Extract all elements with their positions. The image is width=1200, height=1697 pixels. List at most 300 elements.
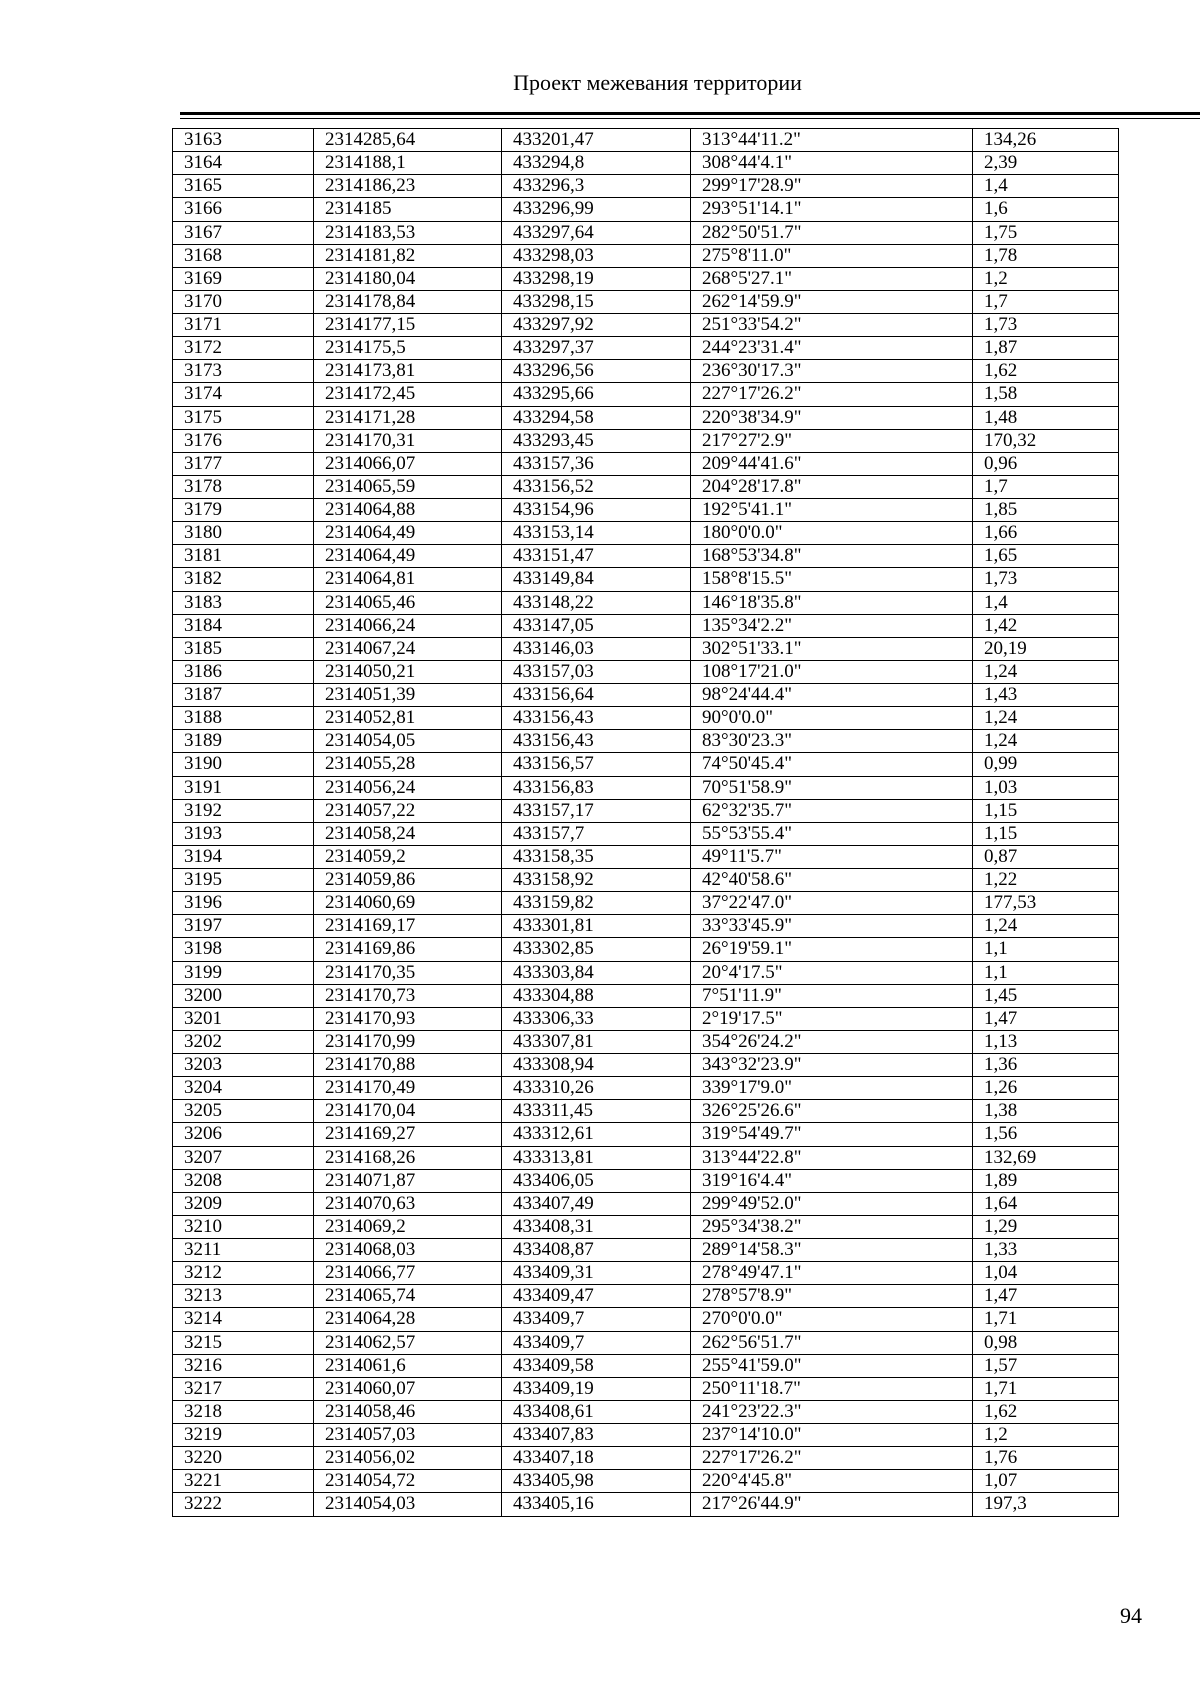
length-cell: 1,24 [973, 707, 1119, 730]
length-cell: 1,47 [973, 1285, 1119, 1308]
table-row [173, 568, 1119, 591]
table-row [173, 452, 1119, 475]
x-coordinate-cell: 2314169,86 [314, 938, 502, 961]
table-row [173, 545, 1119, 568]
direction-angle-cell: 74°50'45.4" [691, 753, 973, 776]
length-cell: 1,26 [973, 1077, 1119, 1100]
length-cell: 1,24 [973, 915, 1119, 938]
x-coordinate-cell: 2314051,39 [314, 684, 502, 707]
x-coordinate-cell: 2314061,6 [314, 1354, 502, 1377]
length-cell: 1,73 [973, 314, 1119, 337]
x-coordinate-cell: 2314070,63 [314, 1192, 502, 1215]
point-number-cell: 3176 [173, 429, 314, 452]
x-coordinate-cell: 2314175,5 [314, 337, 502, 360]
direction-angle-cell: 270°0'0.0" [691, 1308, 973, 1331]
table-row [173, 221, 1119, 244]
y-coordinate-cell: 433158,92 [502, 869, 691, 892]
length-cell: 1,7 [973, 290, 1119, 313]
table-row [173, 1100, 1119, 1123]
direction-angle-cell: 37°22'47.0" [691, 892, 973, 915]
direction-angle-cell: 217°27'2.9" [691, 429, 973, 452]
direction-angle-cell: 268°5'27.1" [691, 267, 973, 290]
table-row [173, 961, 1119, 984]
length-cell: 1,78 [973, 244, 1119, 267]
length-cell: 1,65 [973, 545, 1119, 568]
direction-angle-cell: 20°4'17.5" [691, 961, 973, 984]
point-number-cell: 3178 [173, 475, 314, 498]
x-coordinate-cell: 2314066,24 [314, 614, 502, 637]
length-cell: 1,4 [973, 591, 1119, 614]
header-rule-thick [180, 112, 1200, 115]
point-number-cell: 3202 [173, 1030, 314, 1053]
y-coordinate-cell: 433293,45 [502, 429, 691, 452]
table-row [173, 892, 1119, 915]
point-number-cell: 3203 [173, 1054, 314, 1077]
point-number-cell: 3206 [173, 1123, 314, 1146]
point-number-cell: 3177 [173, 452, 314, 475]
direction-angle-cell: 319°16'4.4" [691, 1169, 973, 1192]
direction-angle-cell: 244°23'31.4" [691, 337, 973, 360]
direction-angle-cell: 108°17'21.0" [691, 660, 973, 683]
point-number-cell: 3187 [173, 684, 314, 707]
x-coordinate-cell: 2314064,81 [314, 568, 502, 591]
length-cell: 1,87 [973, 337, 1119, 360]
table-row [173, 730, 1119, 753]
length-cell: 1,75 [973, 221, 1119, 244]
length-cell: 1,6 [973, 198, 1119, 221]
table-row [173, 1030, 1119, 1053]
point-number-cell: 3182 [173, 568, 314, 591]
direction-angle-cell: 299°17'28.9" [691, 175, 973, 198]
y-coordinate-cell: 433405,98 [502, 1470, 691, 1493]
x-coordinate-cell: 2314065,59 [314, 475, 502, 498]
y-coordinate-cell: 433409,19 [502, 1377, 691, 1400]
direction-angle-cell: 42°40'58.6" [691, 869, 973, 892]
table-row [173, 290, 1119, 313]
direction-angle-cell: 83°30'23.3" [691, 730, 973, 753]
length-cell: 1,22 [973, 869, 1119, 892]
direction-angle-cell: 192°5'41.1" [691, 499, 973, 522]
x-coordinate-cell: 2314183,53 [314, 221, 502, 244]
table-row [173, 1308, 1119, 1331]
page-title: Проект межевания территории [513, 70, 802, 95]
x-coordinate-cell: 2314059,86 [314, 869, 502, 892]
point-number-cell: 3175 [173, 406, 314, 429]
length-cell: 1,71 [973, 1377, 1119, 1400]
direction-angle-cell: 302°51'33.1" [691, 637, 973, 660]
table-row [173, 1007, 1119, 1030]
y-coordinate-cell: 433298,15 [502, 290, 691, 313]
table-row [173, 1331, 1119, 1354]
point-number-cell: 3217 [173, 1377, 314, 1400]
table-row [173, 915, 1119, 938]
y-coordinate-cell: 433302,85 [502, 938, 691, 961]
table-row [173, 267, 1119, 290]
direction-angle-cell: 217°26'44.9" [691, 1493, 973, 1516]
length-cell: 170,32 [973, 429, 1119, 452]
point-number-cell: 3220 [173, 1447, 314, 1470]
point-number-cell: 3218 [173, 1400, 314, 1423]
point-number-cell: 3170 [173, 290, 314, 313]
y-coordinate-cell: 433147,05 [502, 614, 691, 637]
length-cell: 1,89 [973, 1169, 1119, 1192]
x-coordinate-cell: 2314064,88 [314, 499, 502, 522]
table-row [173, 591, 1119, 614]
point-number-cell: 3171 [173, 314, 314, 337]
length-cell: 1,58 [973, 383, 1119, 406]
x-coordinate-cell: 2314064,28 [314, 1308, 502, 1331]
y-coordinate-cell: 433405,16 [502, 1493, 691, 1516]
y-coordinate-cell: 433149,84 [502, 568, 691, 591]
point-number-cell: 3222 [173, 1493, 314, 1516]
point-number-cell: 3174 [173, 383, 314, 406]
x-coordinate-cell: 2314056,02 [314, 1447, 502, 1470]
direction-angle-cell: 135°34'2.2" [691, 614, 973, 637]
direction-angle-cell: 299°49'52.0" [691, 1192, 973, 1215]
x-coordinate-cell: 2314069,2 [314, 1215, 502, 1238]
x-coordinate-cell: 2314170,49 [314, 1077, 502, 1100]
x-coordinate-cell: 2314181,82 [314, 244, 502, 267]
y-coordinate-cell: 433154,96 [502, 499, 691, 522]
y-coordinate-cell: 433146,03 [502, 637, 691, 660]
length-cell: 1,13 [973, 1030, 1119, 1053]
point-number-cell: 3183 [173, 591, 314, 614]
y-coordinate-cell: 433157,7 [502, 822, 691, 845]
y-coordinate-cell: 433296,3 [502, 175, 691, 198]
direction-angle-cell: 70°51'58.9" [691, 776, 973, 799]
length-cell: 1,57 [973, 1354, 1119, 1377]
point-number-cell: 3185 [173, 637, 314, 660]
length-cell: 177,53 [973, 892, 1119, 915]
table-row [173, 845, 1119, 868]
x-coordinate-cell: 2314170,93 [314, 1007, 502, 1030]
length-cell: 1,4 [973, 175, 1119, 198]
table-row [173, 938, 1119, 961]
x-coordinate-cell: 2314065,74 [314, 1285, 502, 1308]
y-coordinate-cell: 433156,83 [502, 776, 691, 799]
length-cell: 1,15 [973, 799, 1119, 822]
table-row [173, 1146, 1119, 1169]
table-row [173, 1262, 1119, 1285]
table-row [173, 198, 1119, 221]
table-row [173, 684, 1119, 707]
x-coordinate-cell: 2314188,1 [314, 152, 502, 175]
direction-angle-cell: 313°44'22.8" [691, 1146, 973, 1169]
y-coordinate-cell: 433311,45 [502, 1100, 691, 1123]
y-coordinate-cell: 433308,94 [502, 1054, 691, 1077]
y-coordinate-cell: 433310,26 [502, 1077, 691, 1100]
point-number-cell: 3186 [173, 660, 314, 683]
length-cell: 1,15 [973, 822, 1119, 845]
direction-angle-cell: 278°49'47.1" [691, 1262, 973, 1285]
length-cell: 1,7 [973, 475, 1119, 498]
table-row [173, 1215, 1119, 1238]
length-cell: 1,1 [973, 938, 1119, 961]
x-coordinate-cell: 2314056,24 [314, 776, 502, 799]
y-coordinate-cell: 433157,03 [502, 660, 691, 683]
direction-angle-cell: 62°32'35.7" [691, 799, 973, 822]
y-coordinate-cell: 433156,43 [502, 730, 691, 753]
x-coordinate-cell: 2314170,04 [314, 1100, 502, 1123]
length-cell: 1,48 [973, 406, 1119, 429]
length-cell: 0,96 [973, 452, 1119, 475]
direction-angle-cell: 90°0'0.0" [691, 707, 973, 730]
length-cell: 2,39 [973, 152, 1119, 175]
direction-angle-cell: 262°56'51.7" [691, 1331, 973, 1354]
length-cell: 132,69 [973, 1146, 1119, 1169]
point-number-cell: 3172 [173, 337, 314, 360]
x-coordinate-cell: 2314065,46 [314, 591, 502, 614]
point-number-cell: 3188 [173, 707, 314, 730]
point-number-cell: 3212 [173, 1262, 314, 1285]
point-number-cell: 3205 [173, 1100, 314, 1123]
table-row [173, 1054, 1119, 1077]
header-rule-thin [180, 118, 1200, 119]
x-coordinate-cell: 2314170,31 [314, 429, 502, 452]
y-coordinate-cell: 433409,31 [502, 1262, 691, 1285]
direction-angle-cell: 7°51'11.9" [691, 984, 973, 1007]
y-coordinate-cell: 433156,64 [502, 684, 691, 707]
x-coordinate-cell: 2314177,15 [314, 314, 502, 337]
length-cell: 1,07 [973, 1470, 1119, 1493]
point-number-cell: 3179 [173, 499, 314, 522]
x-coordinate-cell: 2314055,28 [314, 753, 502, 776]
direction-angle-cell: 282°50'51.7" [691, 221, 973, 244]
x-coordinate-cell: 2314066,77 [314, 1262, 502, 1285]
x-coordinate-cell: 2314068,03 [314, 1239, 502, 1262]
point-number-cell: 3195 [173, 869, 314, 892]
point-number-cell: 3194 [173, 845, 314, 868]
table-row [173, 753, 1119, 776]
coordinates-table [172, 128, 1119, 1517]
x-coordinate-cell: 2314173,81 [314, 360, 502, 383]
length-cell: 197,3 [973, 1493, 1119, 1516]
direction-angle-cell: 241°23'22.3" [691, 1400, 973, 1423]
y-coordinate-cell: 433296,56 [502, 360, 691, 383]
y-coordinate-cell: 433301,81 [502, 915, 691, 938]
point-number-cell: 3189 [173, 730, 314, 753]
y-coordinate-cell: 433298,19 [502, 267, 691, 290]
x-coordinate-cell: 2314054,03 [314, 1493, 502, 1516]
length-cell: 1,24 [973, 730, 1119, 753]
table-row [173, 1470, 1119, 1493]
y-coordinate-cell: 433158,35 [502, 845, 691, 868]
table-row [173, 1192, 1119, 1215]
y-coordinate-cell: 433304,88 [502, 984, 691, 1007]
direction-angle-cell: 262°14'59.9" [691, 290, 973, 313]
y-coordinate-cell: 433408,31 [502, 1215, 691, 1238]
y-coordinate-cell: 433296,99 [502, 198, 691, 221]
length-cell: 1,62 [973, 360, 1119, 383]
y-coordinate-cell: 433408,87 [502, 1239, 691, 1262]
direction-angle-cell: 2°19'17.5" [691, 1007, 973, 1030]
x-coordinate-cell: 2314054,05 [314, 730, 502, 753]
point-number-cell: 3216 [173, 1354, 314, 1377]
table-row [173, 614, 1119, 637]
point-number-cell: 3173 [173, 360, 314, 383]
x-coordinate-cell: 2314059,2 [314, 845, 502, 868]
length-cell: 20,19 [973, 637, 1119, 660]
length-cell: 1,2 [973, 267, 1119, 290]
x-coordinate-cell: 2314064,49 [314, 522, 502, 545]
x-coordinate-cell: 2314285,64 [314, 129, 502, 152]
point-number-cell: 3190 [173, 753, 314, 776]
length-cell: 1,33 [973, 1239, 1119, 1262]
point-number-cell: 3193 [173, 822, 314, 845]
y-coordinate-cell: 433313,81 [502, 1146, 691, 1169]
page-number: 94 [1120, 1603, 1142, 1628]
y-coordinate-cell: 433201,47 [502, 129, 691, 152]
table-row [173, 660, 1119, 683]
point-number-cell: 3164 [173, 152, 314, 175]
point-number-cell: 3166 [173, 198, 314, 221]
y-coordinate-cell: 433297,92 [502, 314, 691, 337]
x-coordinate-cell: 2314062,57 [314, 1331, 502, 1354]
point-number-cell: 3204 [173, 1077, 314, 1100]
point-number-cell: 3197 [173, 915, 314, 938]
direction-angle-cell: 146°18'35.8" [691, 591, 973, 614]
coordinates-table-body [173, 129, 1119, 1517]
point-number-cell: 3210 [173, 1215, 314, 1238]
length-cell: 1,04 [973, 1262, 1119, 1285]
length-cell: 1,85 [973, 499, 1119, 522]
y-coordinate-cell: 433297,64 [502, 221, 691, 244]
y-coordinate-cell: 433407,49 [502, 1192, 691, 1215]
y-coordinate-cell: 433298,03 [502, 244, 691, 267]
y-coordinate-cell: 433151,47 [502, 545, 691, 568]
length-cell: 1,64 [973, 1192, 1119, 1215]
direction-angle-cell: 98°24'44.4" [691, 684, 973, 707]
y-coordinate-cell: 433294,58 [502, 406, 691, 429]
direction-angle-cell: 168°53'34.8" [691, 545, 973, 568]
x-coordinate-cell: 2314169,27 [314, 1123, 502, 1146]
table-row [173, 1239, 1119, 1262]
point-number-cell: 3213 [173, 1285, 314, 1308]
length-cell: 1,24 [973, 660, 1119, 683]
length-cell: 0,98 [973, 1331, 1119, 1354]
point-number-cell: 3214 [173, 1308, 314, 1331]
x-coordinate-cell: 2314186,23 [314, 175, 502, 198]
x-coordinate-cell: 2314172,45 [314, 383, 502, 406]
length-cell: 1,42 [973, 614, 1119, 637]
table-row [173, 637, 1119, 660]
x-coordinate-cell: 2314054,72 [314, 1470, 502, 1493]
direction-angle-cell: 220°4'45.8" [691, 1470, 973, 1493]
direction-angle-cell: 55°53'55.4" [691, 822, 973, 845]
point-number-cell: 3201 [173, 1007, 314, 1030]
point-number-cell: 3181 [173, 545, 314, 568]
table-row [173, 175, 1119, 198]
table-row [173, 869, 1119, 892]
direction-angle-cell: 158°8'15.5" [691, 568, 973, 591]
x-coordinate-cell: 2314170,73 [314, 984, 502, 1007]
y-coordinate-cell: 433407,83 [502, 1424, 691, 1447]
length-cell: 0,99 [973, 753, 1119, 776]
x-coordinate-cell: 2314170,35 [314, 961, 502, 984]
point-number-cell: 3163 [173, 129, 314, 152]
point-number-cell: 3196 [173, 892, 314, 915]
point-number-cell: 3180 [173, 522, 314, 545]
x-coordinate-cell: 2314064,49 [314, 545, 502, 568]
direction-angle-cell: 313°44'11.2" [691, 129, 973, 152]
direction-angle-cell: 180°0'0.0" [691, 522, 973, 545]
table-row [173, 314, 1119, 337]
direction-angle-cell: 339°17'9.0" [691, 1077, 973, 1100]
table-row [173, 1424, 1119, 1447]
x-coordinate-cell: 2314168,26 [314, 1146, 502, 1169]
direction-angle-cell: 289°14'58.3" [691, 1239, 973, 1262]
y-coordinate-cell: 433312,61 [502, 1123, 691, 1146]
length-cell: 1,76 [973, 1447, 1119, 1470]
y-coordinate-cell: 433157,36 [502, 452, 691, 475]
table-row [173, 776, 1119, 799]
direction-angle-cell: 255°41'59.0" [691, 1354, 973, 1377]
x-coordinate-cell: 2314169,17 [314, 915, 502, 938]
point-number-cell: 3221 [173, 1470, 314, 1493]
table-row [173, 499, 1119, 522]
direction-angle-cell: 354°26'24.2" [691, 1030, 973, 1053]
y-coordinate-cell: 433409,7 [502, 1308, 691, 1331]
table-row [173, 1400, 1119, 1423]
table-row [173, 984, 1119, 1007]
point-number-cell: 3199 [173, 961, 314, 984]
direction-angle-cell: 343°32'23.9" [691, 1054, 973, 1077]
length-cell: 1,38 [973, 1100, 1119, 1123]
direction-angle-cell: 295°34'38.2" [691, 1215, 973, 1238]
table-row [173, 429, 1119, 452]
length-cell: 1,56 [973, 1123, 1119, 1146]
x-coordinate-cell: 2314067,24 [314, 637, 502, 660]
table-row [173, 1377, 1119, 1400]
length-cell: 1,45 [973, 984, 1119, 1007]
direction-angle-cell: 227°17'26.2" [691, 1447, 973, 1470]
length-cell: 1,66 [973, 522, 1119, 545]
direction-angle-cell: 236°30'17.3" [691, 360, 973, 383]
y-coordinate-cell: 433303,84 [502, 961, 691, 984]
y-coordinate-cell: 433294,8 [502, 152, 691, 175]
length-cell: 134,26 [973, 129, 1119, 152]
point-number-cell: 3207 [173, 1146, 314, 1169]
x-coordinate-cell: 2314058,46 [314, 1400, 502, 1423]
length-cell: 1,47 [973, 1007, 1119, 1030]
point-number-cell: 3200 [173, 984, 314, 1007]
table-row [173, 707, 1119, 730]
table-row [173, 383, 1119, 406]
table-row [173, 406, 1119, 429]
x-coordinate-cell: 2314180,04 [314, 267, 502, 290]
x-coordinate-cell: 2314057,03 [314, 1424, 502, 1447]
y-coordinate-cell: 433297,37 [502, 337, 691, 360]
direction-angle-cell: 33°33'45.9" [691, 915, 973, 938]
x-coordinate-cell: 2314171,28 [314, 406, 502, 429]
table-row [173, 475, 1119, 498]
point-number-cell: 3165 [173, 175, 314, 198]
x-coordinate-cell: 2314057,22 [314, 799, 502, 822]
x-coordinate-cell: 2314170,99 [314, 1030, 502, 1053]
x-coordinate-cell: 2314050,21 [314, 660, 502, 683]
direction-angle-cell: 237°14'10.0" [691, 1424, 973, 1447]
y-coordinate-cell: 433407,18 [502, 1447, 691, 1470]
y-coordinate-cell: 433408,61 [502, 1400, 691, 1423]
direction-angle-cell: 251°33'54.2" [691, 314, 973, 337]
y-coordinate-cell: 433157,17 [502, 799, 691, 822]
point-number-cell: 3198 [173, 938, 314, 961]
length-cell: 1,36 [973, 1054, 1119, 1077]
length-cell: 1,73 [973, 568, 1119, 591]
direction-angle-cell: 293°51'14.1" [691, 198, 973, 221]
table-row [173, 1077, 1119, 1100]
direction-angle-cell: 204°28'17.8" [691, 475, 973, 498]
